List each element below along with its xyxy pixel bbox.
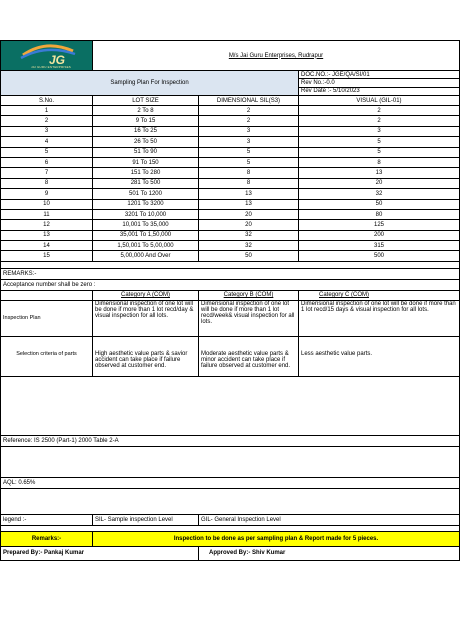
- cell-sno: 1: [1, 106, 93, 116]
- table-row: [1, 251, 460, 261]
- cell-visual: 32: [299, 189, 460, 199]
- cell-sno: 12: [1, 220, 93, 230]
- cell-visual: 5: [299, 137, 460, 147]
- cell-sno: 10: [1, 199, 93, 209]
- table-row: [1, 126, 460, 136]
- cell-dimensional: 20: [199, 209, 299, 219]
- cell-dimensional: 20: [199, 220, 299, 230]
- prepared-by: Prepared By:- Pankaj Kumar: [1, 546, 199, 560]
- cell-visual: 20: [299, 178, 460, 188]
- table-row: [1, 168, 460, 178]
- remarks-label: REMARKS:-: [1, 268, 460, 279]
- cell-sno: 6: [1, 157, 93, 167]
- company-logo: [1, 41, 93, 71]
- cell-visual: 8: [299, 157, 460, 167]
- cell-lot-size: 91 To 150: [93, 157, 199, 167]
- remarks-bar-text: Inspection to be done as per sampling plan & Report made for 5 pieces.: [93, 531, 460, 546]
- approved-by: Approved By:- Shiv Kumar: [199, 546, 460, 560]
- cell-lot-size: 3201 To 10,000: [93, 209, 199, 219]
- cell-visual: 315: [299, 241, 460, 251]
- table-row: [1, 209, 460, 219]
- logo-text: JG: [49, 53, 66, 67]
- legend-gil: GIL- General Inspection Level: [199, 514, 460, 525]
- category-c-header: Category C (COM): [299, 290, 460, 300]
- cell-lot-size: 1,50,001 To 5,00,000: [93, 241, 199, 251]
- table-row: [1, 157, 460, 167]
- cell-sno: 2: [1, 116, 93, 126]
- table-row: [1, 241, 460, 251]
- legend-sil: SIL- Sample inspection Level: [93, 514, 199, 525]
- logo-subtext: JAI GURU ENTERPRISES: [31, 65, 72, 69]
- doc-number: DOC.NO.:- JGE/QA/SI/01: [299, 71, 460, 79]
- cell-dimensional: 8: [199, 168, 299, 178]
- selection-criteria-c: Less aesthetic value parts.: [299, 336, 460, 376]
- inspection-plan-a: Dimensional inspection of one lot will be done if more than 1 lot recd/day & visual inspection for all lots.: [93, 300, 199, 336]
- cell-lot-size: 9 To 15: [93, 116, 199, 126]
- cell-visual: 2: [299, 116, 460, 126]
- cell-visual: 80: [299, 209, 460, 219]
- table-row: [1, 220, 460, 230]
- inspection-plan-c: Dimensional inspection of one lot will be done if more than 1 lot recd/15 days & visual inspection for all lots.: [299, 300, 460, 336]
- table-row: [1, 106, 460, 116]
- cell-dimensional: 3: [199, 137, 299, 147]
- header-sno: S.No.: [1, 96, 93, 106]
- company-name: M/s Jai Guru Enterprises, Rudrapur: [93, 41, 460, 71]
- rev-date: Rev Date :- 5/10/2023: [299, 87, 460, 95]
- cell-dimensional: 5: [199, 147, 299, 157]
- table-row: [1, 199, 460, 209]
- remarks-bar-label: Remarks:-: [1, 531, 93, 546]
- cell-sno: 7: [1, 168, 93, 178]
- cell-dimensional: 32: [199, 230, 299, 240]
- legend-label: legend :-: [1, 514, 93, 525]
- cell-sno: 3: [1, 126, 93, 136]
- cell-sno: 5: [1, 147, 93, 157]
- rev-number: Rev No.:-0.0: [299, 79, 460, 87]
- cell-lot-size: 16 To 25: [93, 126, 199, 136]
- table-row: [1, 189, 460, 199]
- cell-sno: 8: [1, 178, 93, 188]
- cell-visual: 50: [299, 199, 460, 209]
- selection-criteria-label: Selection criteria of parts: [1, 336, 93, 376]
- cell-lot-size: 5,00,000 And Over: [93, 251, 199, 261]
- header-visual: VISUAL (GIL-01): [299, 96, 460, 106]
- acceptance-note: Acceptance number shall be zero :: [1, 279, 460, 290]
- cell-dimensional: 13: [199, 199, 299, 209]
- sampling-plan-sheet: [0, 40, 460, 561]
- table-row: [1, 230, 460, 240]
- cell-dimensional: 3: [199, 126, 299, 136]
- cell-lot-size: 10,001 To 35,000: [93, 220, 199, 230]
- reference-note: Reference: IS 2500 (Part-1) 2000 Table 2-A: [1, 435, 460, 446]
- category-b-header: Category B (COM): [199, 290, 299, 300]
- inspection-plan-label: Inspection Plan: [1, 300, 93, 336]
- cell-sno: 14: [1, 241, 93, 251]
- aql-note: AQL: 0.65%: [1, 477, 460, 488]
- cell-dimensional: 32: [199, 241, 299, 251]
- cell-dimensional: 8: [199, 178, 299, 188]
- cell-dimensional: 5: [199, 157, 299, 167]
- cell-visual: 125: [299, 220, 460, 230]
- cell-visual: 500: [299, 251, 460, 261]
- cell-lot-size: 281 To 500: [93, 178, 199, 188]
- cell-lot-size: 1201 To 3200: [93, 199, 199, 209]
- sampling-plan-table: [0, 40, 460, 561]
- cell-lot-size: 35,001 To 1,50,000: [93, 230, 199, 240]
- cell-sno: 11: [1, 209, 93, 219]
- table-row: [1, 147, 460, 157]
- cell-visual: 13: [299, 168, 460, 178]
- cell-sno: 9: [1, 189, 93, 199]
- cell-lot-size: 51 To 90: [93, 147, 199, 157]
- cell-sno: 13: [1, 230, 93, 240]
- cell-visual: 5: [299, 147, 460, 157]
- cell-dimensional: 2: [199, 116, 299, 126]
- category-a-header: Category A (COM): [93, 290, 199, 300]
- cell-lot-size: 2 To 8: [93, 106, 199, 116]
- header-dimensional: DIMENSIONAL SIL(S3): [199, 96, 299, 106]
- cell-lot-size: 501 To 1200: [93, 189, 199, 199]
- table-header-row: [1, 96, 460, 106]
- table-row: [1, 137, 460, 147]
- cell-dimensional: 13: [199, 189, 299, 199]
- selection-criteria-a: High aesthetic value parts & savior accident can take place if failure observed at customer end.: [93, 336, 199, 376]
- cell-sno: 4: [1, 137, 93, 147]
- cell-visual: 3: [299, 126, 460, 136]
- cell-visual: 200: [299, 230, 460, 240]
- cell-lot-size: 151 To 280: [93, 168, 199, 178]
- selection-criteria-b: Moderate aesthetic value parts & minor accident can take place if failure observed at customer end.: [199, 336, 299, 376]
- cell-lot-size: 26 To 50: [93, 137, 199, 147]
- cell-visual: 2: [299, 106, 460, 116]
- table-row: [1, 178, 460, 188]
- cell-dimensional: 2: [199, 106, 299, 116]
- cell-sno: 15: [1, 251, 93, 261]
- table-row: [1, 116, 460, 126]
- inspection-plan-b: Dimensional inspection of one lot will be done if more than 1 lot recd/week& visual inspection for all lots.: [199, 300, 299, 336]
- page-title: Sampling Plan For Inspection: [1, 71, 299, 96]
- cell-dimensional: 50: [199, 251, 299, 261]
- header-lot-size: LOT SIZE: [93, 96, 199, 106]
